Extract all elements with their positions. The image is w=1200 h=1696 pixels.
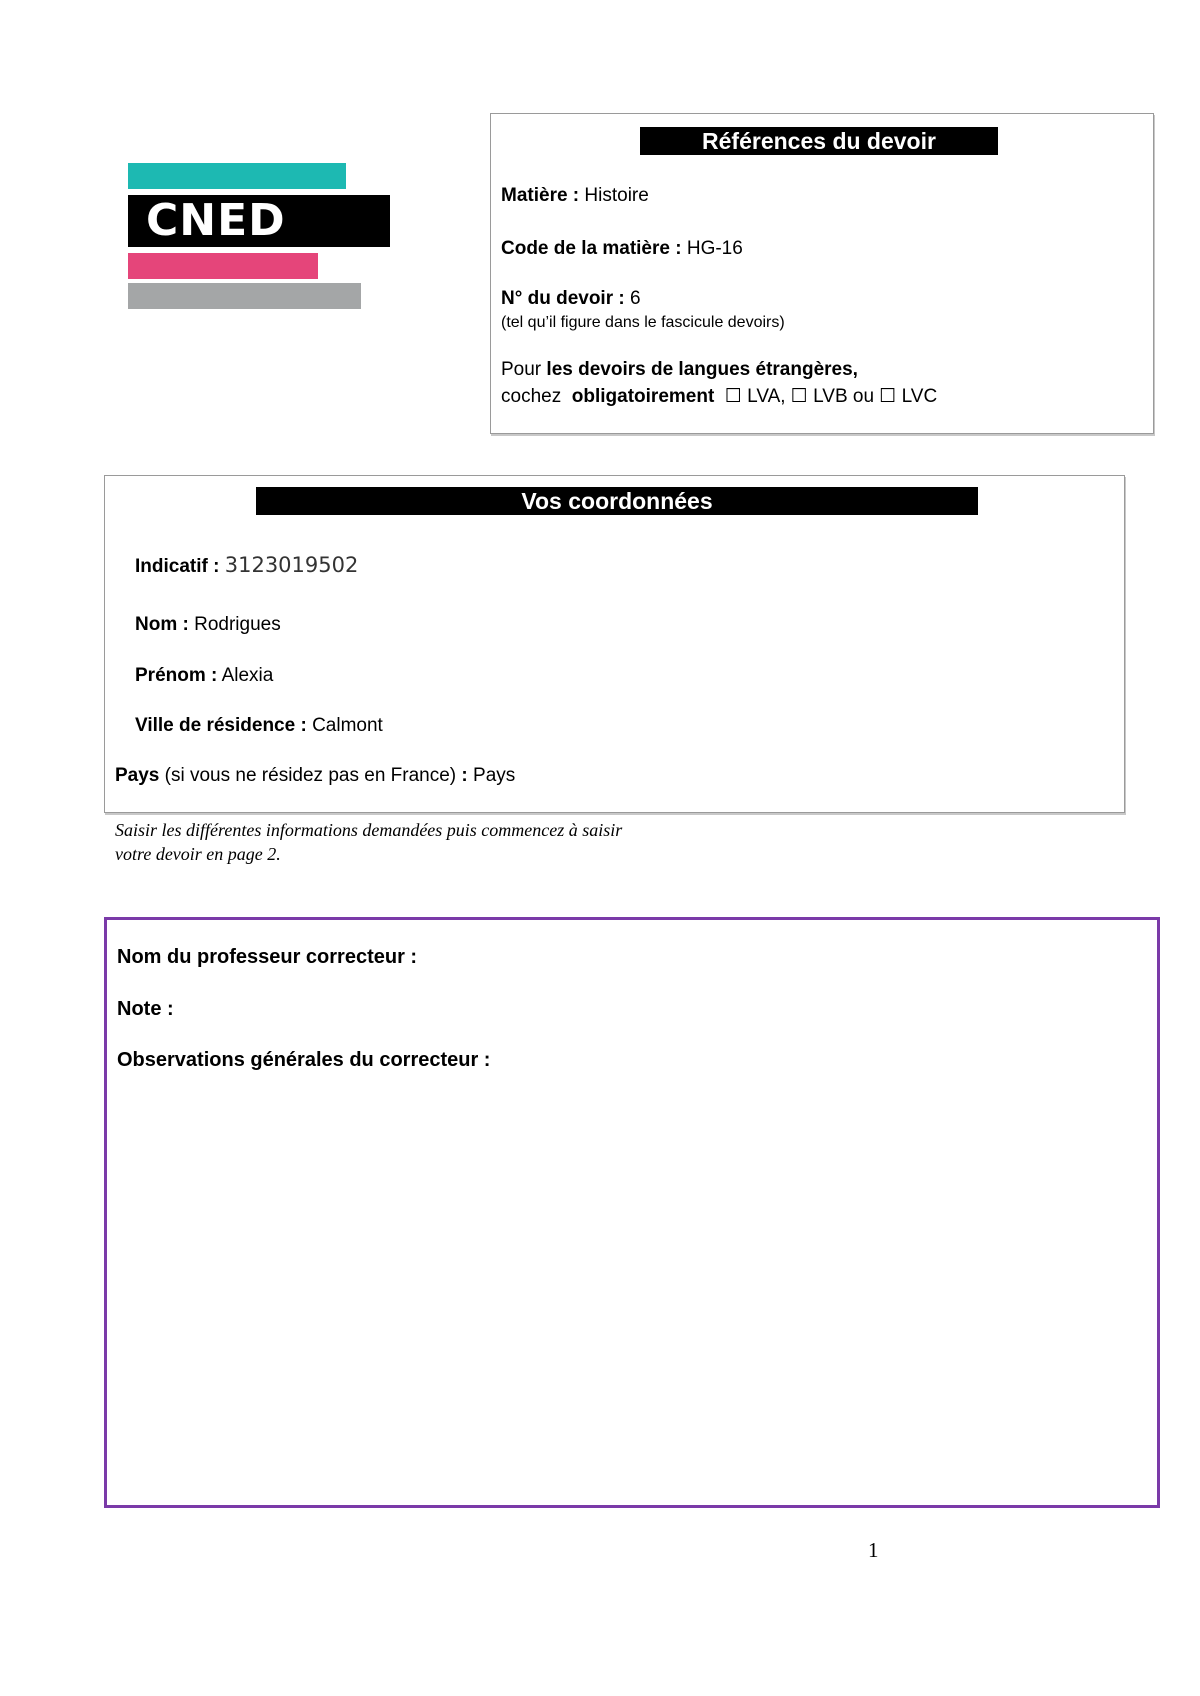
- note-label: Note :: [117, 998, 174, 1020]
- logo-wordmark: CNED: [128, 195, 390, 247]
- pays-label: Pays: [115, 765, 160, 786]
- matiere-row: [501, 185, 649, 207]
- observations-label: Observations générales du correcteur :: [117, 1049, 491, 1071]
- pays-colon: :: [461, 765, 468, 786]
- prenom-value[interactable]: Alexia: [221, 665, 274, 686]
- cochez-row: [501, 385, 937, 408]
- references-box: [490, 113, 1154, 434]
- matiere-label: Matière :: [501, 185, 580, 206]
- logo-grey-bar: [128, 283, 361, 309]
- langues-prefix: Pour: [501, 359, 542, 380]
- pays-row: [115, 765, 515, 787]
- devoir-label: N° du devoir :: [501, 288, 625, 309]
- ville-label: Ville de résidence :: [135, 715, 307, 736]
- references-title: Références du devoir: [640, 127, 998, 155]
- pays-hint: (si vous ne résidez pas en France): [164, 765, 457, 786]
- code-label: Code de la matière :: [501, 238, 682, 259]
- code-row: [501, 238, 743, 260]
- prenom-row: [135, 665, 273, 687]
- langues-bold: les devoirs de langues étrangères,: [546, 359, 858, 380]
- page-number: 1: [868, 1538, 879, 1562]
- cochez-prefix: cochez: [501, 386, 562, 407]
- instructions-note: [115, 818, 755, 866]
- coordonnees-title: Vos coordonnées: [256, 487, 978, 515]
- pays-value[interactable]: Pays: [473, 765, 516, 786]
- professeur-label: Nom du professeur correcteur :: [117, 946, 418, 968]
- instructions-line-1: Saisir les différentes informations demandées puis commencez à saisir: [115, 820, 623, 840]
- indicatif-label: Indicatif :: [135, 556, 220, 577]
- prenom-label: Prénom :: [135, 665, 218, 686]
- nom-label: Nom :: [135, 614, 189, 635]
- indicatif-value[interactable]: 3123019502: [224, 553, 359, 577]
- instructions-line-2: votre devoir en page 2.: [115, 844, 281, 864]
- cned-logo: [128, 163, 390, 311]
- devoir-row: [501, 288, 641, 310]
- devoir-value: 6: [630, 288, 641, 309]
- nom-row: [135, 614, 281, 636]
- nom-value[interactable]: Rodrigues: [194, 614, 281, 635]
- devoir-hint: (tel qu’il figure dans le fascicule devoirs): [501, 314, 785, 331]
- coordonnees-box: [104, 475, 1125, 813]
- correcteur-box: [104, 917, 1160, 1508]
- code-value: HG-16: [686, 238, 743, 259]
- cochez-bold: obligatoirement: [571, 386, 715, 407]
- logo-teal-bar: [128, 163, 346, 189]
- logo-pink-bar: [128, 253, 318, 279]
- ville-row: [135, 715, 383, 737]
- matiere-value: Histoire: [584, 185, 649, 206]
- langues-row: [501, 359, 858, 381]
- ville-value[interactable]: Calmont: [312, 715, 383, 736]
- language-options[interactable]: ☐ LVA, ☐ LVB ou ☐ LVC: [724, 386, 938, 407]
- indicatif-row: [135, 553, 358, 578]
